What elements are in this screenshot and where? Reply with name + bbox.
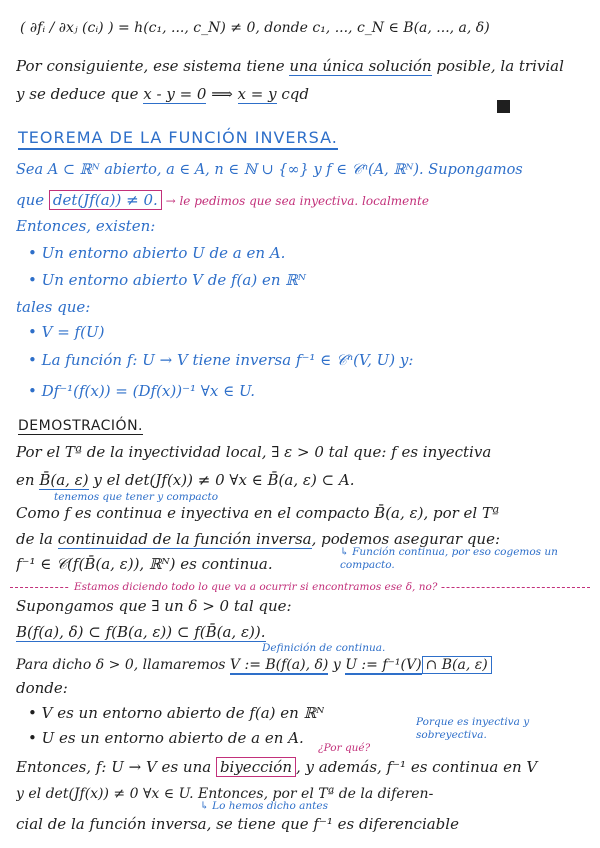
- bullet-item: • V es un entorno abierto de f(a) en ℝᴺ: [28, 704, 325, 722]
- boxed-condition: det(Jf(a)) ≠ 0.: [49, 190, 162, 210]
- highlight-equation: x - y = 0: [143, 85, 207, 103]
- text-line: y el det(Jf(x)) ≠ 0 ∀x ∈ U. Entonces, por el Tª de la diferen-: [16, 786, 434, 802]
- text-span: cqd: [276, 85, 309, 103]
- text-line: cial de la función inversa, se tiene que f⁻¹ es diferenciable: [16, 815, 459, 833]
- text-line: [16, 757, 590, 777]
- highlight-ball: B̄(a, ε): [39, 471, 89, 489]
- text-line: Sea A ⊂ ℝᴺ abierto, a ∈ A, n ∈ ℕ ∪ {∞} y f ∈ 𝒞ⁿ(A, ℝᴺ). Supongamos: [16, 162, 523, 178]
- text-span: que: [16, 191, 49, 209]
- section-heading: DEMOSTRACIÓN.: [18, 418, 144, 434]
- text-line: [16, 56, 590, 76]
- boxed-bijection: biyección: [216, 757, 296, 777]
- bullet-item: • La función f: U → V tiene inversa f⁻¹ ∈ 𝒞ⁿ(V, U) y:: [28, 351, 414, 369]
- text-span: y: [328, 657, 346, 673]
- margin-note: ↳ Función continua, por eso cogemos un compacto.: [340, 546, 558, 571]
- margin-note: tenemos que tener y compacto: [54, 491, 219, 503]
- text-span: y se deduce que: [16, 85, 144, 103]
- text-span: , y además, f⁻¹ es continua en V: [295, 758, 538, 776]
- text-line: Supongamos que ∃ un δ > 0 tal que:: [16, 597, 292, 615]
- text-line: [16, 470, 590, 490]
- text-line: tales que:: [16, 298, 91, 316]
- text-line: donde:: [16, 679, 68, 697]
- bullet-item: • Un entorno abierto V de f(a) en ℝᴺ: [28, 271, 306, 289]
- boxed-intersection: ∩ B(a, ε): [422, 656, 492, 674]
- text-span: Por consiguiente, ese sistema tiene: [16, 57, 290, 75]
- margin-note: Porque es inyectiva y sobreyectiva.: [416, 716, 530, 741]
- text-line: Por el Tª de la inyectividad local, ∃ ε > 0 tal que: f es inyectiva: [16, 443, 492, 461]
- text-line: [16, 622, 590, 642]
- text-span: en: [16, 471, 40, 489]
- highlight-inclusion: B(f(a), δ) ⊂ f(B(a, ε)) ⊂ f(B̄(a, ε)).: [16, 623, 266, 641]
- text-span: ⟹: [206, 85, 238, 103]
- margin-note: Estamos diciendo todo lo que va a ocurrir si encontramos ese δ, no?: [70, 581, 441, 594]
- text-line: Como f es continua e inyectiva en el compacto B̄(a, ε), por el Tª: [16, 504, 500, 522]
- qed-square-icon: [497, 100, 510, 113]
- equation-line: ( ∂fᵢ / ∂xⱼ (cᵢ) ) = h(c₁, ..., c_N) ≠ 0, donde c₁, ..., c_N ∈ B(a, ..., a, δ): [20, 20, 490, 36]
- text-line: [16, 655, 590, 675]
- highlight-equation: x = y: [237, 85, 277, 103]
- text-span: Para dicho δ > 0, llamaremos: [16, 657, 230, 673]
- margin-note: → le pedimos que sea inyectiva. localmente: [161, 194, 429, 208]
- bullet-item: • U es un entorno abierto de a en A.: [28, 729, 304, 747]
- margin-note: Definición de continua.: [262, 642, 386, 654]
- highlight-definition-u: U := f⁻¹(V): [345, 657, 422, 673]
- bullet-item: • V = f(U): [28, 323, 105, 341]
- text-span: de la: [16, 530, 58, 548]
- text-line: Entonces, existen:: [16, 217, 156, 235]
- text-span: y el det(Jf(x)) ≠ 0 ∀x ∈ B̄(a, ε) ⊂ A.: [88, 471, 355, 489]
- bullet-item: • Df⁻¹(f(x)) = (Df(x))⁻¹ ∀x ∈ U.: [28, 382, 255, 400]
- text-span: posible, la trivial: [431, 57, 564, 75]
- margin-note: ¿Por qué?: [318, 742, 371, 754]
- highlight-definition-v: V := B(f(a), δ): [229, 657, 329, 673]
- margin-note: ↳ Lo hemos dicho antes: [200, 800, 328, 812]
- highlight-unique-solution: una única solución: [289, 57, 432, 75]
- text-span: , podemos asegurar que:: [311, 530, 501, 548]
- highlight-theorem: continuidad de la función inversa: [57, 530, 312, 548]
- text-span: Entonces, f: U → V es una: [16, 758, 216, 776]
- text-line: [16, 190, 590, 210]
- bullet-item: • Un entorno abierto U de a en A.: [28, 244, 286, 262]
- theorem-title: TEOREMA DE LA FUNCIÓN INVERSA.: [18, 128, 338, 150]
- text-line: f⁻¹ ∈ 𝒞(f(B̄(a, ε)), ℝᴺ) es continua.: [16, 555, 273, 573]
